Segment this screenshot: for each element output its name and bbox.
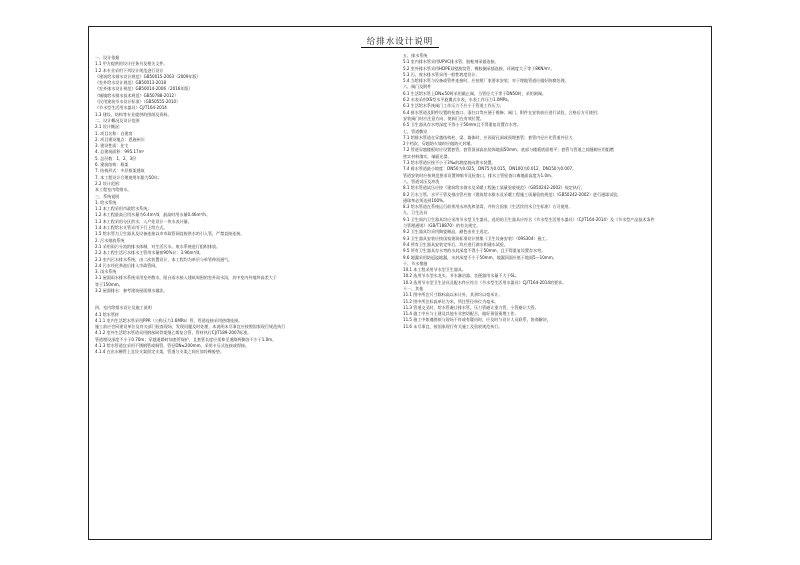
text-line: 1.2 本专业采用下列设计规范进行设计: [95, 67, 164, 73]
text-line: 1.1 本工程采用市政给水系统；: [95, 206, 152, 212]
text-line: 10.2 选用节水型水龙头、节水淋浴器、坐便器用水量不大于6L。: [403, 273, 520, 279]
text-line: 6.4 排水管道及附件设置的检查口、清扫口等应便于维修；阀门、附件在安装前应进行试验，合格后方可使用；: [403, 109, 601, 115]
text-line: 1.5 给水管为卫生器具及设备连接以市市政管网直接供水的引入管，严禁直接连接。: [95, 231, 245, 237]
text-line: 3. 建设性质：住宅: [95, 143, 129, 149]
left-bottom-section: [95, 324, 387, 355]
text-line: 7. 本工程设计合理使用年限为50年；: [95, 174, 162, 180]
text-line: 7.1 给排水管道在穿越结构柱、梁、墙体时，应预留孔洞或预埋套管；套管内径应比管道外径大: [403, 134, 573, 140]
text-line: 十、节水措施: [403, 260, 428, 266]
text-line: 6. 建筑结构：框架: [95, 162, 129, 168]
text-line: 2.2 本工程生活污水排水主管用水量按90%计：3.96m³/d。: [95, 250, 204, 256]
text-line: 十一、其他: [403, 285, 424, 291]
text-line: 5.3 污、废水排水管采用一般性坡度设计。: [403, 71, 480, 77]
text-line: 2.1 设计概况：: [95, 124, 123, 130]
text-line: 11.6 未尽事宜，按国家现行有关施工及验收规范执行。: [403, 323, 503, 329]
text-line: 6.3 生活给水系统阀门工作压力不应小于管道工作压力。: [403, 103, 504, 109]
text-line: 9.5 所有卫生器具存水弯的水封深度不得小于50mm，且不得重复设置存水弯。: [403, 248, 546, 254]
text-line: 8.2 污水立管、水平干管及排出管应按《建筑给水排水及采暖工程施工质量验收规范》（GB50242-2002）进行通球试验，: [403, 191, 622, 197]
text-line: 通球率必须达到100%。: [403, 197, 447, 203]
text-line: 2. 污水排放系统: [95, 237, 125, 243]
text-line: 11.1 图中所注尺寸除标高以米计外，其余均以毫米计。: [403, 292, 503, 298]
text-line: 11.5 施工中如遇图纸与现场不符或有疑问时，应及时与设计人员联系，协商解决。: [403, 317, 551, 323]
text-line: 5.1 室内排水管采用UPVC排水管，胶粘剂承插连接。: [403, 59, 499, 65]
text-line: 《建筑给水排水设计规范》GB50015-2003（2009年版）: [95, 73, 201, 79]
text-line: 9.3 卫生器具安装应按国家建筑标准设计图集《卫生设备安装》（09S304）施工。: [403, 235, 550, 241]
text-line: 8.1 给水管道试压应按《建筑给水排水及采暖工程施工质量验收规范》（GB50242-2002）规定执行。: [403, 185, 585, 191]
text-line: 六、阀门及附件: [403, 84, 432, 90]
text-line: 11.2 图中所注标高单位为米，所注管径单位为毫米。: [403, 298, 499, 304]
text-line: 九、卫生洁具: [403, 210, 428, 216]
text-line: 安装阀门时应注意方向，使阀门在有效位置。: [403, 115, 484, 121]
text-line: 1.4 本工程给水支管采用下行上给方式。: [95, 225, 168, 231]
text-line: 八、管道试压及冲洗: [403, 178, 440, 184]
text-line: 4.1.1 室内生活给水管采用PPR（公称压力1.6MPa）管，管道连接采用热熔连接。: [95, 317, 243, 323]
drawing-sheet: [88, 26, 712, 540]
text-line: 7. 结构形式：多层框架建筑: [95, 168, 145, 174]
text-line: 1.1 甲方提供的设计任务书及相关文件。: [95, 61, 168, 67]
text-line: 四、室内给排水设计及施工说明: [95, 305, 152, 311]
text-line: 2.4 污水经化粪池后排入市政管网。: [95, 262, 160, 268]
text-line: 2.1 采用雨污分流的排水体制，对生活污水、废水系统进行组织排放。: [95, 243, 221, 249]
document-title: 给排水设计说明: [89, 35, 711, 47]
text-line: 《民用建筑节水设计标准》（GB50555-2010）: [95, 99, 181, 105]
text-line: 本工程室内给排水。: [95, 187, 132, 193]
text-line: 9.2 卫生器具均采用陶瓷制品，颜色由业主选定。: [403, 229, 492, 235]
text-line: 一、设计依据: [95, 55, 120, 60]
text-line: 7.2 管道穿越楼板时应设置套管，套管顶部高出装饰地面50mm，底部与楼板底面相平；套管与管道之间缝隙应用阻燃: [403, 147, 614, 153]
text-line: 五、排水系统: [403, 53, 428, 58]
text-line: 2. 项目建设地点：恩施州川: [95, 136, 145, 142]
text-line: 1.3 本工程采用分区供水，入户处设计一块水表计量。: [95, 218, 192, 224]
text-line: 9.4 所有卫生器具安装完毕后，均应进行满水和通水试验。: [403, 241, 508, 247]
text-line: 二、设计概况及设计范围: [95, 117, 140, 123]
text-line: 施工前应会同建设单位及有关部门检查现场，发现问题及时处理，本说明未尽事宜应按照国家现行规范执行: [95, 324, 286, 330]
text-line: 5. 总层数：1、2、3层: [95, 155, 137, 161]
text-line: 5.2 室外排水管采用HDPE双壁波纹管，橡胶圈承插连接，环刚度大于等于8KN/m²。: [403, 65, 555, 71]
text-line: 1. 项目名称：自建房: [95, 130, 133, 136]
text-line: 3. 雨水系统: [95, 269, 117, 275]
text-line: 9.1 卫生间内卫生器具均应采用节水型卫生器具，选用的卫生器具应符合《节水型生活用水器具》（CJ/T164-2014）及《节水型产品技术条件: [403, 216, 655, 222]
text-line: 2个档次，穿越防火墙时应做防火封堵。: [403, 141, 475, 147]
left-column: [95, 55, 387, 531]
text-line: 11.3 管道交叉时，给水管避让排水管，压力管避让重力管，小管避让大管。: [403, 304, 539, 310]
left-top-section: [95, 55, 387, 294]
left-mid-section: [95, 305, 387, 324]
text-line: 3.1 屋面雨水排水系统采用室外散水，阳台雨水接入建筑周围的室外雨水沟，其中室内外地坪高差大于: [95, 275, 277, 281]
text-line: 6.1 生活给水管上DN≤50时采用截止阀，当管径大于等于DN50时，采用闸阀。: [403, 90, 546, 96]
text-line: 9.6 地漏采用防返溢地漏，水封深度不小于50mm，地漏顶面应低于地面5～10mm。: [403, 254, 557, 260]
text-line: 七、管道敷设: [403, 128, 428, 134]
text-line: 7.4 排水管道最小坡度：DN50为0.025，DN75为0.015，DN100为0.012，DN150为0.007。: [403, 166, 577, 172]
text-line: 10.1 本工程采用节水型卫生器具。: [403, 267, 466, 273]
text-line: 《节水型生活用水器具》CJ/T164-2014: [95, 105, 167, 111]
text-line: 6.2 水表采用XS型水平旋翼式水表，水表工作压力1.0MPa。: [403, 97, 512, 103]
text-line: 《室外给水设计规范》GB50013-2018: [95, 80, 167, 86]
text-line: 密实材料填实，端面光滑。: [403, 153, 452, 159]
text-line: 7.3 给水管道应按不小于3‰的坡度坡向泄水装置。: [403, 160, 496, 166]
text-line: 4.1 给水管材: [95, 311, 119, 317]
text-line: 4.1.4 在出水横管上宜设支架固定支架，管道与支架之间应加设橡胶垫。: [95, 349, 224, 355]
text-line: 8.3 给水管道在系统运行前须用水冲洗和消毒，并符合国家《生活饮用水卫生标准》方可使用。: [403, 204, 573, 210]
text-line: 4. 总建筑面积：995.17m²: [95, 149, 145, 155]
text-line: 1. 给水系统: [95, 199, 117, 205]
text-line: 2.2 设计范围：: [95, 180, 123, 186]
text-line: 4.1.3 给水管道宜采用不锈钢管或铜管，管径DN≤200mm，采用卡压式连接或焊接。: [95, 343, 250, 349]
text-line: 6.5 卫生器具存水弯深度不得小于50mm且不得重复设置存水弯。: [403, 122, 521, 128]
text-line: 2.3 室内污水排水系统，由二次装置设计，本工程均为单层与单管伸顶通气。: [95, 256, 233, 262]
text-line: 11.4 施工中应与土建及其他专业密切配合，做好预留预埋工作。: [403, 311, 519, 317]
text-line: 1.2 本工程最高日用水量为6.4m³/d，最高时用水量0.46m³/h。: [95, 212, 211, 218]
text-line: 等于150mm。: [95, 281, 123, 287]
text-line: 5.4 当给排水管与设备或管件连接时，应按照厂家要求安装；对于埋地管道应做好防腐处理。: [403, 78, 569, 84]
text-line: 3.2 屋面排水：参考建筑屋面排水做法。: [95, 287, 168, 293]
text-line: 10.3 选用节水型卫生洁具及配水件应符合《节水型生活用水器具》CJ/T164-2014的要求。: [403, 279, 567, 285]
text-line: 1.3 建设、结构等专业提供的图纸及资料。: [95, 111, 172, 117]
text-line: 管道埋设深度不小于0.70m；穿越道路时加套管保护，且套管长度应延伸至道路两侧各不少于1.0m。: [95, 336, 277, 342]
text-line: 三、系统说明: [95, 193, 120, 199]
text-line: 《城镇给水排水技术规范》GB50788-2012）: [95, 92, 179, 98]
text-line: 《室外排水设计规范》GB50014-2006（2016年版）: [95, 86, 193, 92]
text-line: 管道安装时应按规范要求设置伸缩节及检查口，排水立管检查口离地面高度为1.0m。: [403, 172, 556, 178]
text-line: 4.1.2 室外生活给水管道采用钢丝网骨架聚乙烯复合管，管材执行CJ/T189-2007标准。: [95, 330, 252, 336]
text-line: 与管理通则》（GB/T18870）的有关规定。: [403, 223, 481, 229]
right-column: [403, 53, 707, 529]
